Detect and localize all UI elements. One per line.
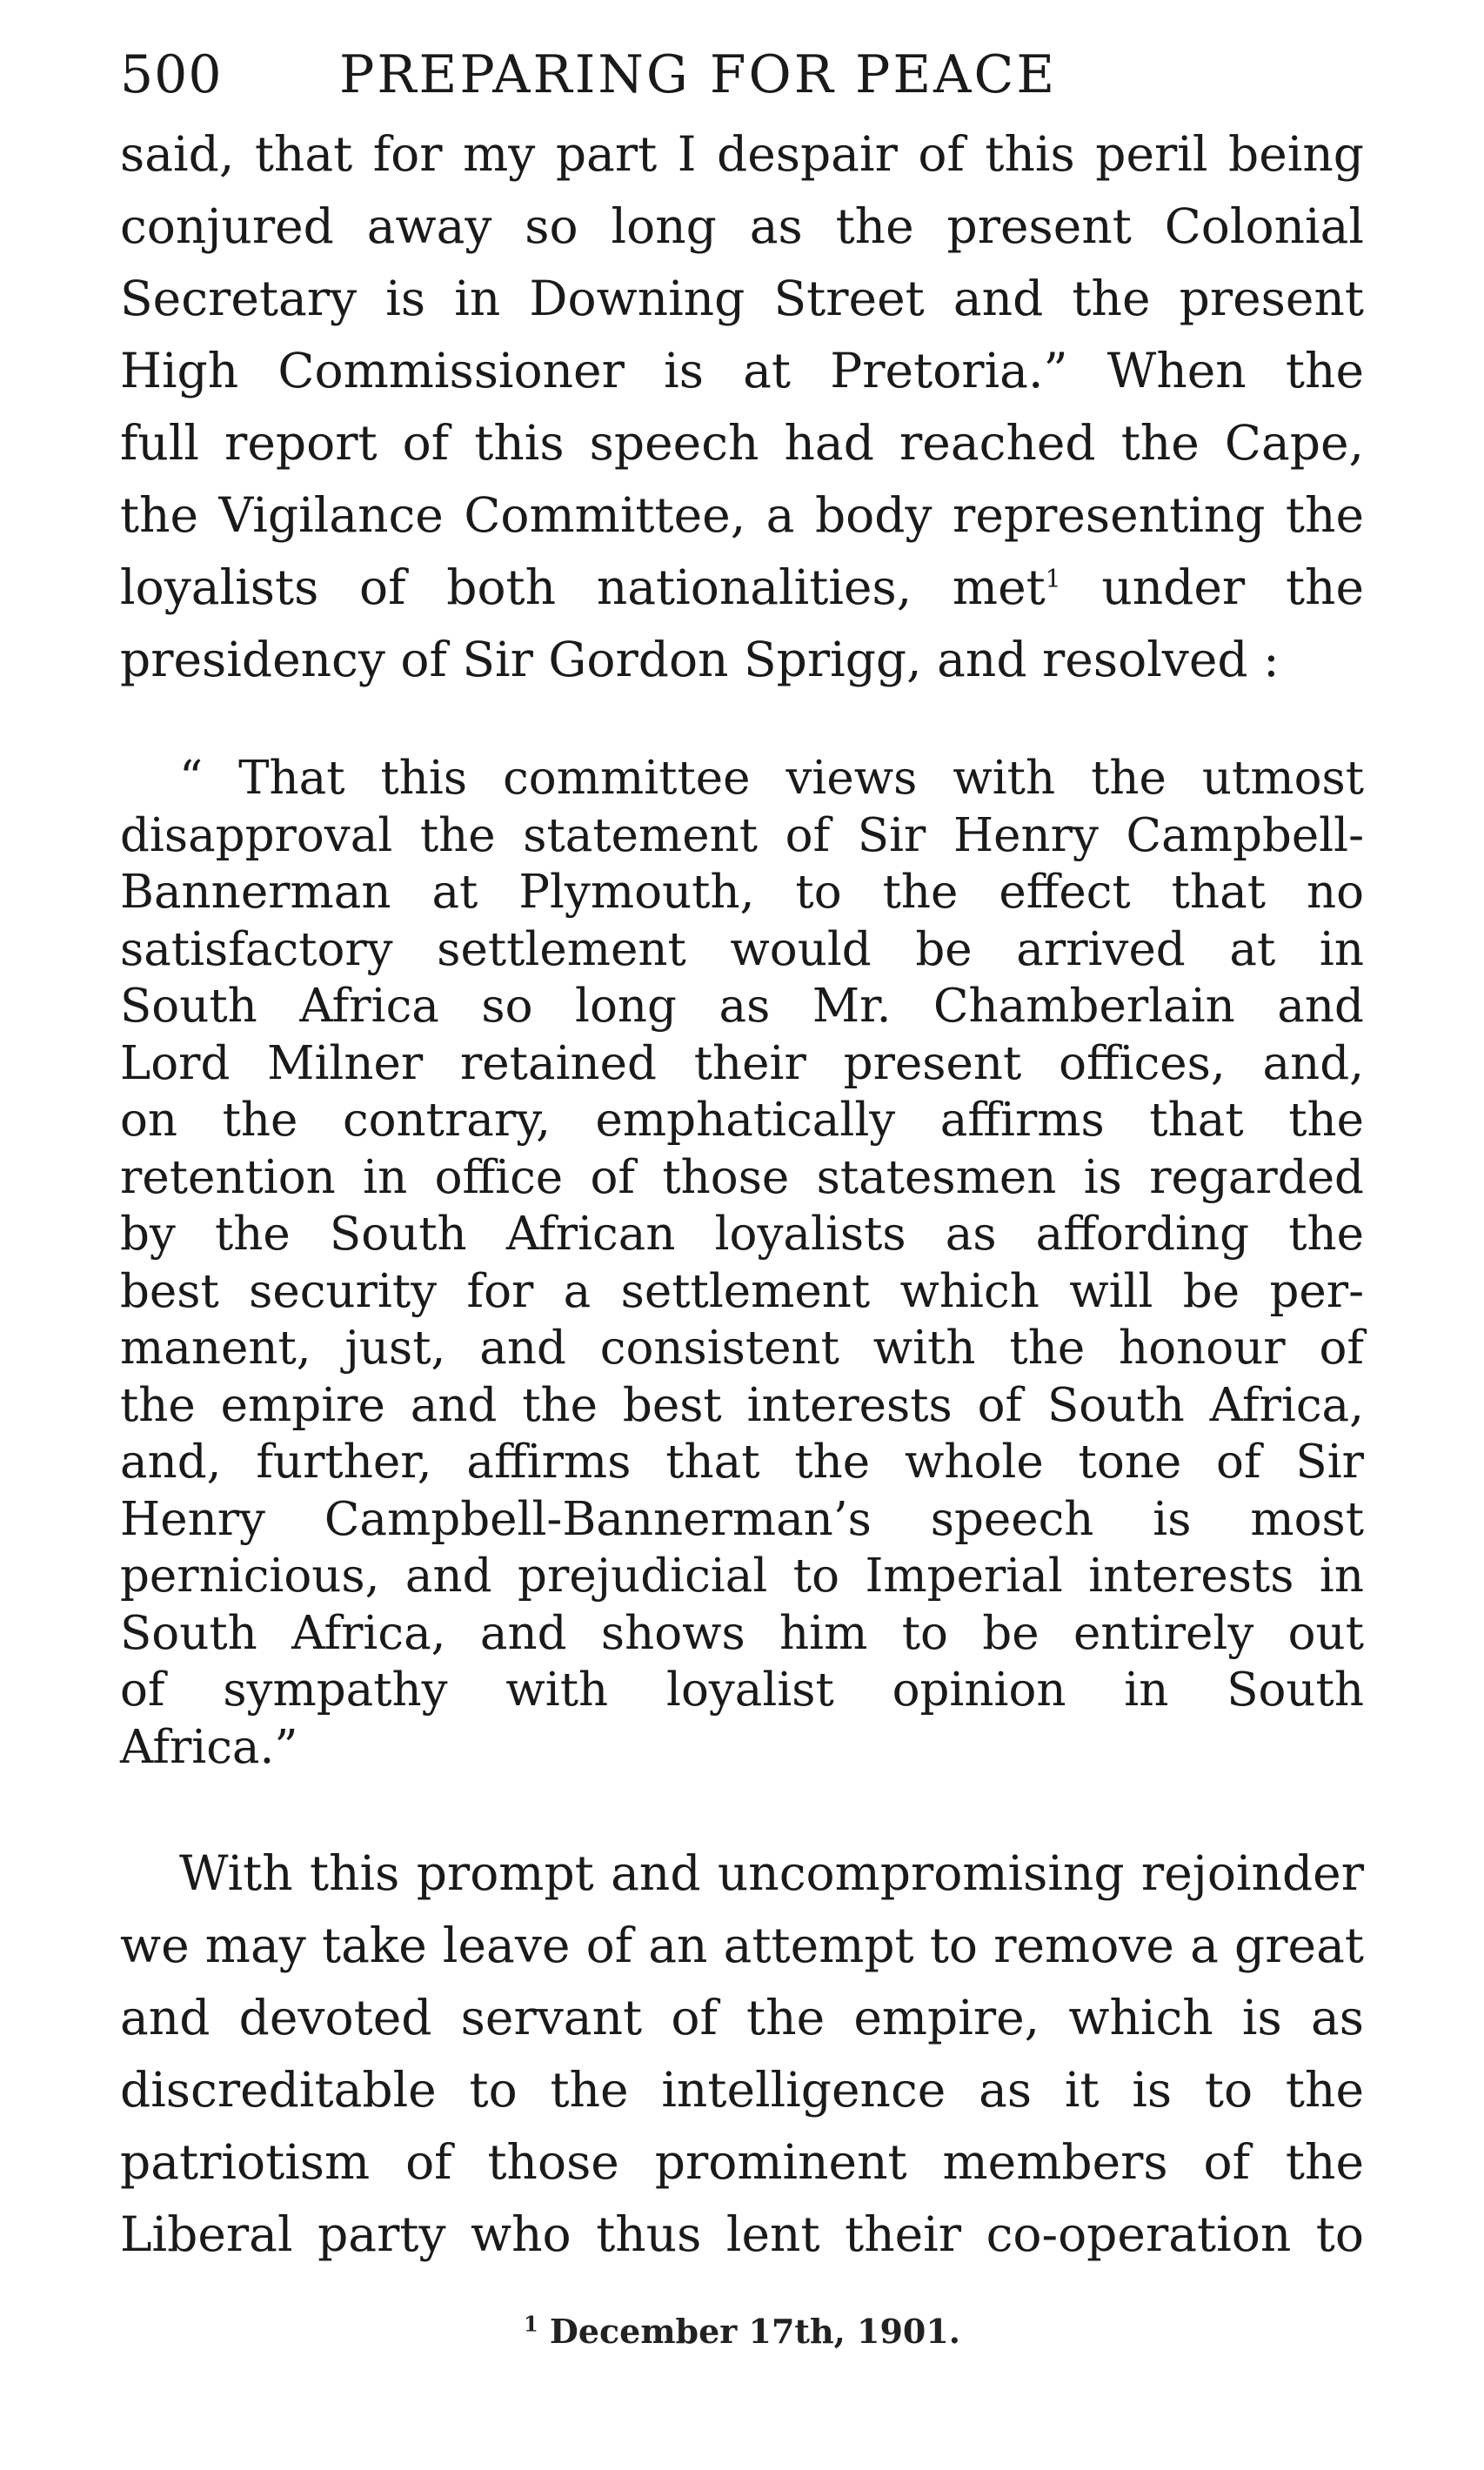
quote-line: pernicious, and prejudicial to Imperial interests in xyxy=(120,1550,1364,1603)
text-fragment: under the xyxy=(1101,559,1365,615)
paragraph-2 xyxy=(120,1837,1364,2271)
page-number: 500 xyxy=(120,44,223,105)
footnote-reference: 1 xyxy=(1045,564,1061,593)
footnote-text: December 17th, 1901. xyxy=(549,2312,961,2351)
text-line: the Vigilance Committee, a body representing the xyxy=(120,487,1364,543)
text-line: presidency of Sir Gordon Sprigg, and resolved : xyxy=(120,632,1280,687)
text-line: said, that for my part I despair of this peril being xyxy=(120,126,1364,182)
quote-line: South Africa, and shows him to be entirely out xyxy=(120,1606,1364,1660)
text-line: full report of this speech had reached the Cape, xyxy=(120,415,1364,471)
quote-line: best security for a settlement which will be per- xyxy=(120,1264,1364,1318)
running-head xyxy=(120,40,1364,110)
block-quotation xyxy=(120,750,1364,1776)
quote-line: disapproval the statement of Sir Henry Campbell- xyxy=(120,808,1364,862)
quote-line: Henry Campbell-Bannerman’s speech is most xyxy=(120,1492,1364,1546)
text-fragment: loyalists of both nationalities, met xyxy=(120,559,1046,615)
quote-line: satisfactory settlement would be arrived at in xyxy=(120,922,1364,976)
quote-line: Africa.” xyxy=(120,1720,298,1774)
text-line: we may take leave of an attempt to remove a great xyxy=(120,1918,1364,1973)
quote-line: manent, just, and consistent with the honour of xyxy=(120,1322,1364,1375)
text-line: and devoted servant of the empire, which is as xyxy=(120,1990,1364,2045)
quote-line: the empire and the best interests of South Africa, xyxy=(120,1378,1364,1432)
text-line xyxy=(120,552,1364,624)
text-line: discreditable to the intelligence as it is to the xyxy=(120,2062,1364,2118)
quote-line: by the South African loyalists as affording the xyxy=(120,1208,1364,1261)
text-line: Liberal party who thus lent their co-operation to xyxy=(120,2206,1364,2262)
text-line: Secretary is in Downing Street and the present xyxy=(120,271,1364,326)
paragraph-1 xyxy=(120,118,1364,696)
quote-line: of sympathy with loyalist opinion in South xyxy=(120,1663,1364,1717)
running-title: PREPARING FOR PEACE xyxy=(339,44,1058,105)
quote-line: on the contrary, emphatically affirms that the xyxy=(120,1094,1364,1147)
text-line: High Commissioner is at Pretoria.” When the xyxy=(120,343,1364,398)
footnote-marker: 1 xyxy=(523,2311,538,2337)
text-line: conjured away so long as the present Colonial xyxy=(120,198,1364,254)
text-line: patriotism of those prominent members of the xyxy=(120,2134,1364,2190)
quote-line: retention in office of those statesmen is regarded xyxy=(120,1150,1364,1204)
text-line: With this prompt and uncompromising rejoinder xyxy=(179,1845,1364,1901)
quote-line: and, further, affirms that the whole tone of Sir xyxy=(120,1436,1364,1489)
footnote xyxy=(0,2307,1484,2356)
quote-line: “ That this committee views with the utmost xyxy=(179,752,1364,805)
quote-line: Lord Milner retained their present offices, and, xyxy=(120,1036,1364,1090)
quote-line: Bannerman at Plymouth, to the effect that no xyxy=(120,866,1364,919)
quote-line: South Africa so long as Mr. Chamberlain and xyxy=(120,980,1364,1033)
